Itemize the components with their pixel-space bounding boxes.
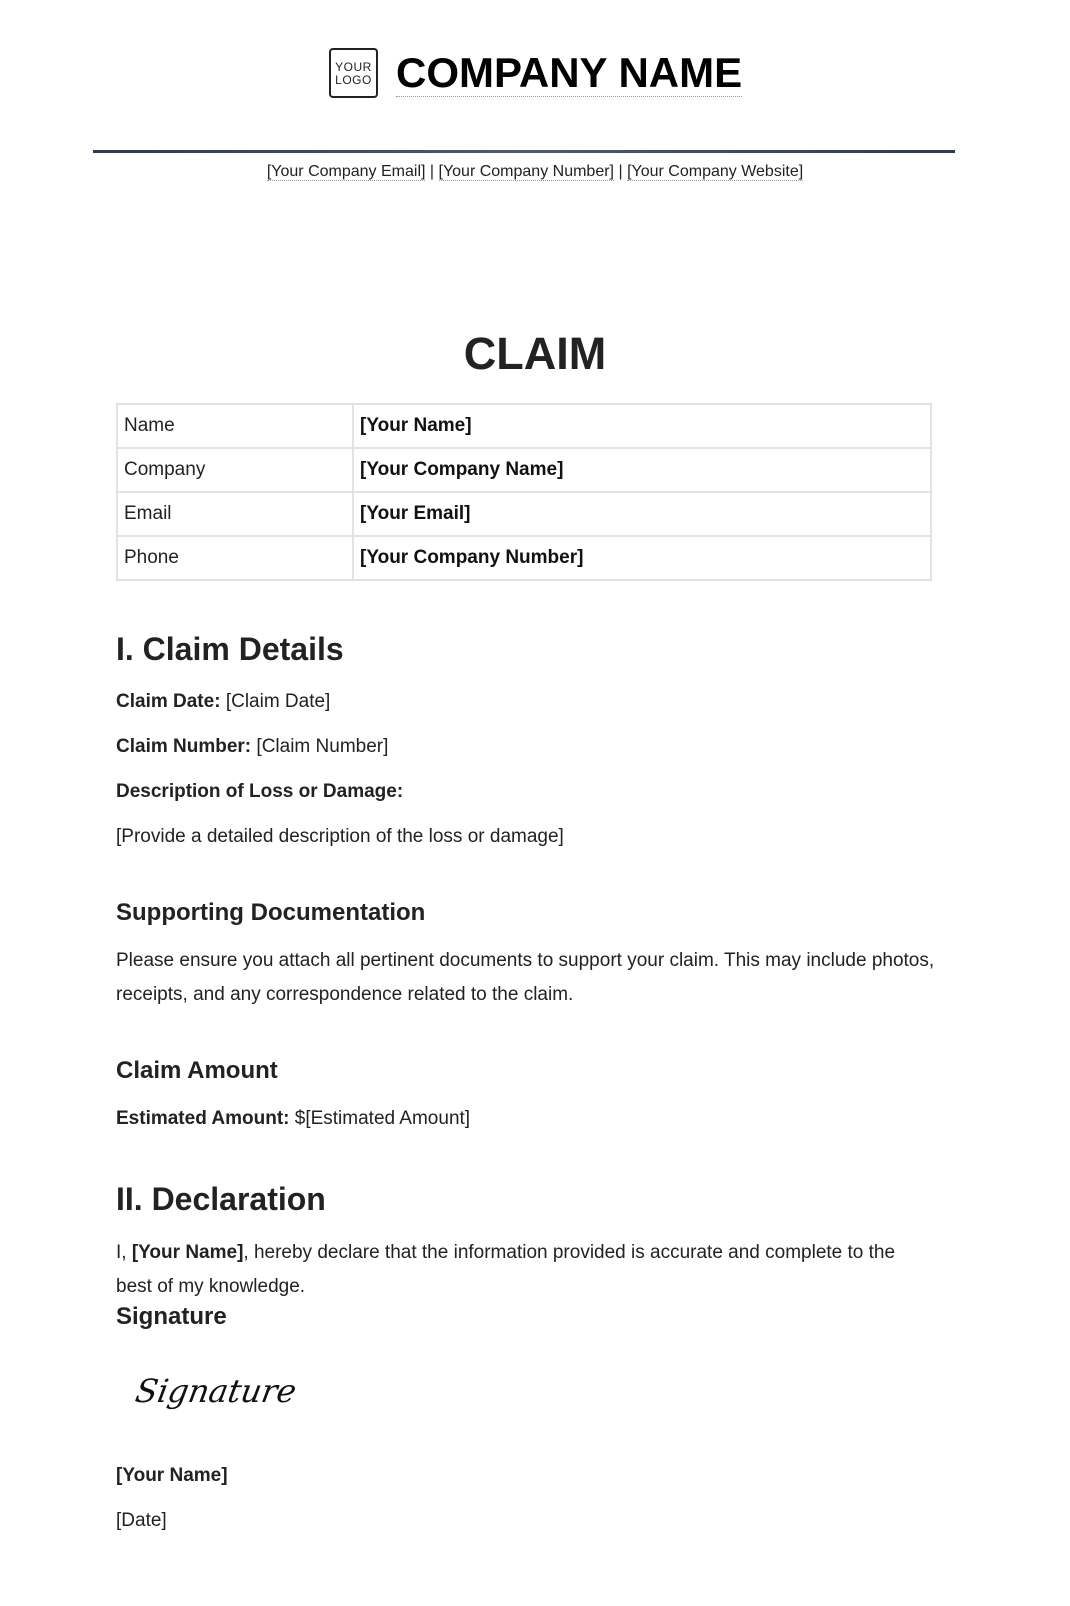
company-logo	[329, 48, 378, 98]
row-value: [Your Company Name]	[353, 448, 931, 492]
estimated-amount	[116, 1108, 936, 1130]
table-row	[117, 536, 931, 580]
label: Description of Loss or Damage:	[116, 781, 404, 802]
table-row	[117, 404, 931, 448]
label: Estimated Amount:	[116, 1108, 290, 1129]
table-row	[117, 448, 931, 492]
supporting-text: Please ensure you attach all pertinent documents to support your claim. This may include photos, receipts, and any correspondence related to the claim.	[116, 950, 935, 1005]
signer-name	[116, 1465, 936, 1487]
row-label: Email	[117, 492, 353, 536]
company-website: [Your Company Website]	[627, 163, 804, 180]
separator: |	[618, 163, 623, 180]
value: $[Estimated Amount]	[294, 1108, 471, 1129]
page-title: CLAIM	[463, 328, 607, 379]
subsection-heading: Claim Amount	[116, 1057, 278, 1084]
description-value: [Provide a detailed description of the loss or damage]	[116, 826, 564, 847]
text: I,	[116, 1242, 127, 1263]
table-row	[117, 492, 931, 536]
signature-date: [Date]	[116, 1510, 167, 1531]
claim-number	[116, 736, 936, 758]
row-value: [Your Company Number]	[353, 536, 931, 580]
section-heading: II. Declaration	[116, 1181, 326, 1217]
label: Claim Number:	[116, 736, 252, 757]
text: , hereby declare that the information provided is accurate and complete to the best of my knowledge.	[116, 1242, 896, 1297]
info-table	[116, 403, 932, 581]
row-label: Name	[117, 404, 353, 448]
row-value: [Your Name]	[353, 404, 931, 448]
label: Claim Date:	[116, 691, 221, 712]
logo-text: LOGO	[335, 73, 372, 87]
section-heading: I. Claim Details	[116, 631, 344, 667]
subsection-heading: Supporting Documentation	[116, 899, 426, 926]
signature-image: Signature	[132, 1372, 300, 1410]
row-label: Company	[117, 448, 353, 492]
company-email: [Your Company Email]	[266, 163, 426, 180]
company-number: [Your Company Number]	[438, 163, 614, 180]
separator: |	[429, 163, 435, 180]
contact-line	[0, 163, 1070, 181]
logo-text: YOUR	[335, 60, 372, 74]
description-label	[116, 781, 936, 803]
row-label: Phone	[117, 536, 353, 580]
claim-date	[116, 691, 936, 713]
subsection-heading: Signature	[116, 1303, 227, 1330]
declarant-name: [Your Name]	[131, 1242, 244, 1263]
row-value: [Your Email]	[353, 492, 931, 536]
header-divider	[93, 150, 955, 153]
company-name: COMPANY NAME	[396, 49, 743, 96]
name: [Your Name]	[116, 1465, 228, 1486]
value: [Claim Number]	[256, 736, 389, 757]
value: [Claim Date]	[225, 691, 331, 712]
declaration-text	[116, 1236, 936, 1304]
